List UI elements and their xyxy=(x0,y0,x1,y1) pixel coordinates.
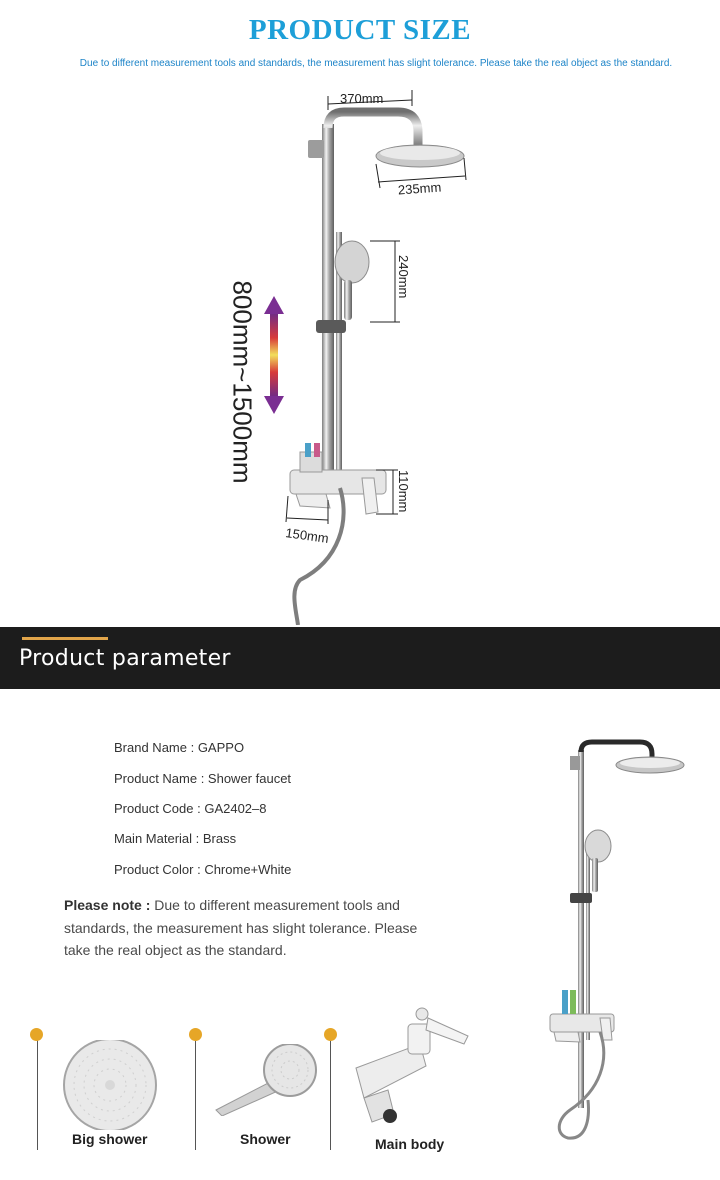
dim-mixer-label: 110mm xyxy=(396,470,411,513)
riser-pipe xyxy=(322,124,334,484)
param-product-code: Product Code : GA2402–8 xyxy=(114,801,267,816)
dim-hand-shower xyxy=(370,241,411,322)
part-label-shower: Shower xyxy=(240,1131,291,1147)
hand-shower-image xyxy=(212,1044,324,1116)
product-photo xyxy=(540,732,700,1144)
shower-arm xyxy=(328,112,418,146)
part-dot-1 xyxy=(30,1028,43,1041)
note-text: Due to different measurement tools and standards, the measurement has slight tolerance. Please take the real object as the standard. xyxy=(64,897,418,958)
hose xyxy=(294,488,343,625)
height-range-text: 800mm~1500mm xyxy=(227,280,258,484)
part-label-main-body: Main body xyxy=(375,1136,445,1152)
note-label: Please note : xyxy=(64,897,151,913)
tolerance-note: Due to different measurement tools and standards, the measurement has slight tolerance. Please take the real object as the standard. xyxy=(79,58,673,69)
section-title: Product parameter xyxy=(19,646,231,671)
wall-bracket xyxy=(308,140,324,158)
slide-holder xyxy=(316,320,346,333)
part-divider-3 xyxy=(330,1038,331,1150)
hand-shower-head xyxy=(335,241,369,283)
dim-hand-label: 240mm xyxy=(396,255,411,299)
main-body-image xyxy=(350,1006,476,1128)
height-range-label xyxy=(227,262,258,502)
page-title: PRODUCT SIZE xyxy=(248,14,472,46)
big-shower-image xyxy=(60,1040,160,1130)
height-range-arrow xyxy=(264,296,284,414)
please-note xyxy=(64,894,424,962)
part-divider-2 xyxy=(195,1038,196,1150)
part-label-big-shower: Big shower xyxy=(72,1131,148,1147)
param-color: Product Color : Chrome+White xyxy=(114,862,292,877)
dim-arm-label: 370mm xyxy=(340,91,384,106)
part-divider-1 xyxy=(37,1038,38,1150)
dim-arm-length xyxy=(328,90,412,110)
part-dot-2 xyxy=(189,1028,202,1041)
spout xyxy=(296,494,330,508)
param-brand: Brand Name : GAPPO xyxy=(114,740,245,755)
param-material: Main Material : Brass xyxy=(114,831,237,846)
dim-spout-label: 150mm xyxy=(284,525,330,547)
dim-head-label: 235mm xyxy=(397,179,442,198)
section-accent-line xyxy=(22,637,108,640)
dimension-diagram xyxy=(0,80,720,625)
part-dot-3 xyxy=(324,1028,337,1041)
param-product-name: Product Name : Shower faucet xyxy=(114,771,292,786)
